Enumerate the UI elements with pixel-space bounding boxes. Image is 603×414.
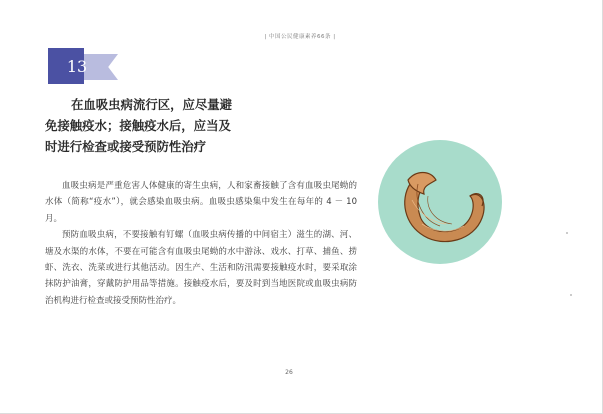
- section-title-line-3: 时进行检查或接受预防性治疗: [45, 139, 207, 154]
- page-number: 26: [285, 369, 293, 376]
- decorative-dot: [570, 294, 572, 296]
- section-title-line-1: 在血吸虫病流行区，应尽量避: [71, 97, 233, 112]
- decorative-dot: [566, 232, 568, 234]
- section-number-badge: [48, 48, 120, 84]
- schistosome-worm-icon: [378, 140, 502, 264]
- body-paragraph-1: 血吸虫病是严重危害人体健康的寄生虫病，人和家畜接触了含有血吸虫尾蚴的水体（简称“疫水”），就会感染血吸虫病。血吸虫感染集中发生在每年的 4 － 10 月。: [45, 181, 357, 224]
- section-title-line-2: 免接触疫水；接触疫水后，应当及: [45, 118, 231, 133]
- body-text: [45, 178, 357, 309]
- body-paragraph-2: 预防血吸虫病，不要接触有钉螺（血吸虫病传播的中间宿主）滋生的湖、河、塘及水渠的水体，不要在可能含有血吸虫尾蚴的水中游泳、戏水、打草、捕鱼、捞虾、洗衣、洗菜或进行其他活动。因生产、生活和防汛需要接触疫水时，要采取涂抹防护油膏，穿戴防护用品等措施。接触疫水后，要及时到当地医院或血吸虫病防治机构进行检查或接受预防性治疗。: [45, 230, 357, 306]
- running-header: | 中国公民健康素养66条 |: [264, 34, 336, 40]
- schistosome-illustration: [378, 140, 502, 264]
- section-title: [45, 94, 255, 157]
- section-number: 13: [66, 57, 88, 76]
